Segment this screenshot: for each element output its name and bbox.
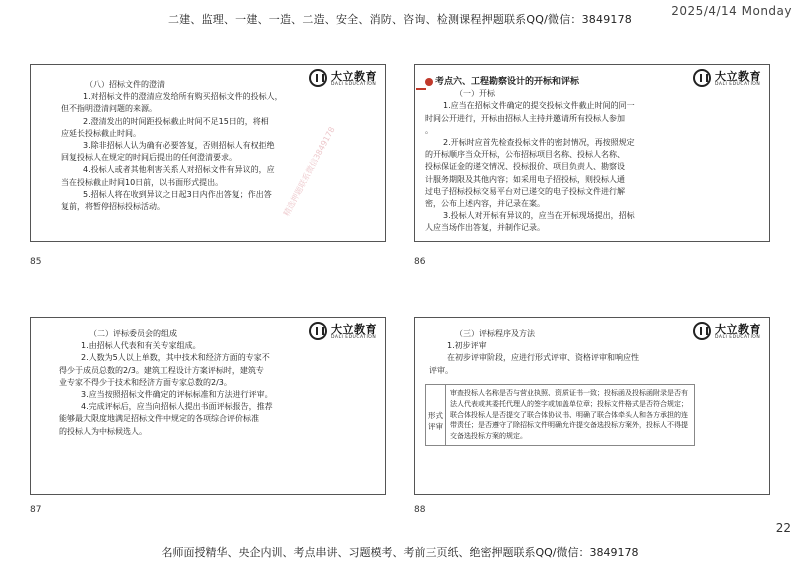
logo: 大立教育 DALI EDUCATION bbox=[309, 321, 381, 343]
slide-title: 考点六、工程勘察设计的开标和评标 bbox=[425, 76, 755, 88]
page-header: 二建、监理、一建、一造、二造、安全、消防、咨询、检测课程押题联系QQ/微信：3849178 bbox=[167, 13, 632, 26]
page-number: 22 bbox=[775, 521, 791, 535]
logo: 大立教育 DALI EDUCATION bbox=[693, 321, 765, 343]
slide-87 bbox=[30, 317, 386, 495]
slide-number: 85 bbox=[30, 257, 42, 267]
slide-heading: （二）评标委员会的组成 bbox=[89, 329, 177, 338]
slide-content: （三）评标程序及方法 1.初步评审 在初步评审阶段，应进行形式评审、资格评审和响应性 评审。 bbox=[429, 328, 755, 377]
slide-88 bbox=[414, 317, 770, 495]
review-table bbox=[425, 384, 695, 446]
slide-heading: （一）开标 bbox=[455, 89, 495, 99]
slide-85 bbox=[30, 64, 386, 242]
watermark: 精选押题联系微信3849178 bbox=[281, 125, 337, 218]
slide-subheading: 1.初步评审 bbox=[447, 341, 487, 351]
bullet-icon bbox=[425, 78, 433, 86]
page-footer: 名师面授精华、央企内训、考点串讲、习题模考、考前三页纸、绝密押题联系QQ/微信：3849178 bbox=[161, 546, 639, 559]
slide-number: 87 bbox=[30, 505, 42, 515]
slide-number: 88 bbox=[414, 505, 426, 515]
slide-heading: （八）招标文件的澄清 bbox=[85, 80, 165, 89]
slide-content: 考点六、工程勘察设计的开标和评标 （一）开标 1.应当在招标文件确定的提交投标文件截止时间的同一 时间公开进行，开标由招标人主持并邀请所有投标人参加 。 2.开标时应首先检查投标文件的密封情况，再按照规定 的开标顺序当众开标，公布招标项目名称、投标人名称、 投标保证金的递交情况、投标报价、项目负责人、勘察设 计服务期限及其他内容；如采用电子招投标，则投标人通 过电子招标投标交易平台对已递交的电子投标文件进行解 密，公布上述内容，并记录在案。 3.投标人对开标有异议的，应当在开标现场提出，招标 人应当场作出答复，并制作记录。 bbox=[425, 76, 755, 235]
table-text: 审查投标人名称是否与营业执照、资质证书一致；投标函及投标函附录是否有法人代表或其委托代理人的签字或加盖单位章；投标文件格式是否符合规定；联合体投标人是否提交了联合体协议书、明确了联合体牵头人和各方承担的连带责任；是否遵守了除招标文件明确允许提交备选投标方案外，投标人不得提交备选投标方案的规定。 bbox=[450, 389, 688, 441]
slide-heading: （三）评标程序及方法 bbox=[455, 329, 535, 338]
slide-86 bbox=[414, 64, 770, 242]
slide-content: （二）评标委员会的组成 1.由招标人代表和有关专家组成。 2.人数为5人以上单数，其中技术和经济方面的专家不 得少于成员总数的2/3。建筑工程设计方案评标时，建筑专 业专家不得少于技术和经济方面专家总数的2/3。 3.应当按照招标文件确定的评标标准和方法进行评审。 4.完成评标后，应当向招标人提出书面评标报告，推荐 能够最大限度地满足招标文件中规定的各项综合评价标准 的投标人为中标候选人。 bbox=[59, 328, 371, 438]
logo: 大立教育 DALI EDUCATION bbox=[309, 68, 381, 90]
logo: 大立教育 DALI EDUCATION bbox=[693, 68, 765, 90]
date-stamp: 2025/4/14 Monday bbox=[671, 4, 792, 18]
slide-content: （八）招标文件的澄清 1.对招标文件的澄清应发给所有购买招标文件的投标人， 但不指明澄清问题的来源。 2.澄清发出的时间距投标截止时间不足15日的，将相 应延长投标截止时间。 3.除非招标人认为确有必要答复，否则招标人有权拒绝 回复投标人在规定的时间后提出的任何澄清要求。 4.投标人或者其他利害关系人对招标文件有异议的，应 当在投标截止时间10日前，以书面形式提出。 5.招标人将在收到异议之日起3日内作出答复；作出答 复前，将暂停招标投标活动。 bbox=[61, 79, 371, 213]
table-label: 形式评审 bbox=[426, 385, 446, 445]
slide-number: 86 bbox=[414, 257, 426, 267]
